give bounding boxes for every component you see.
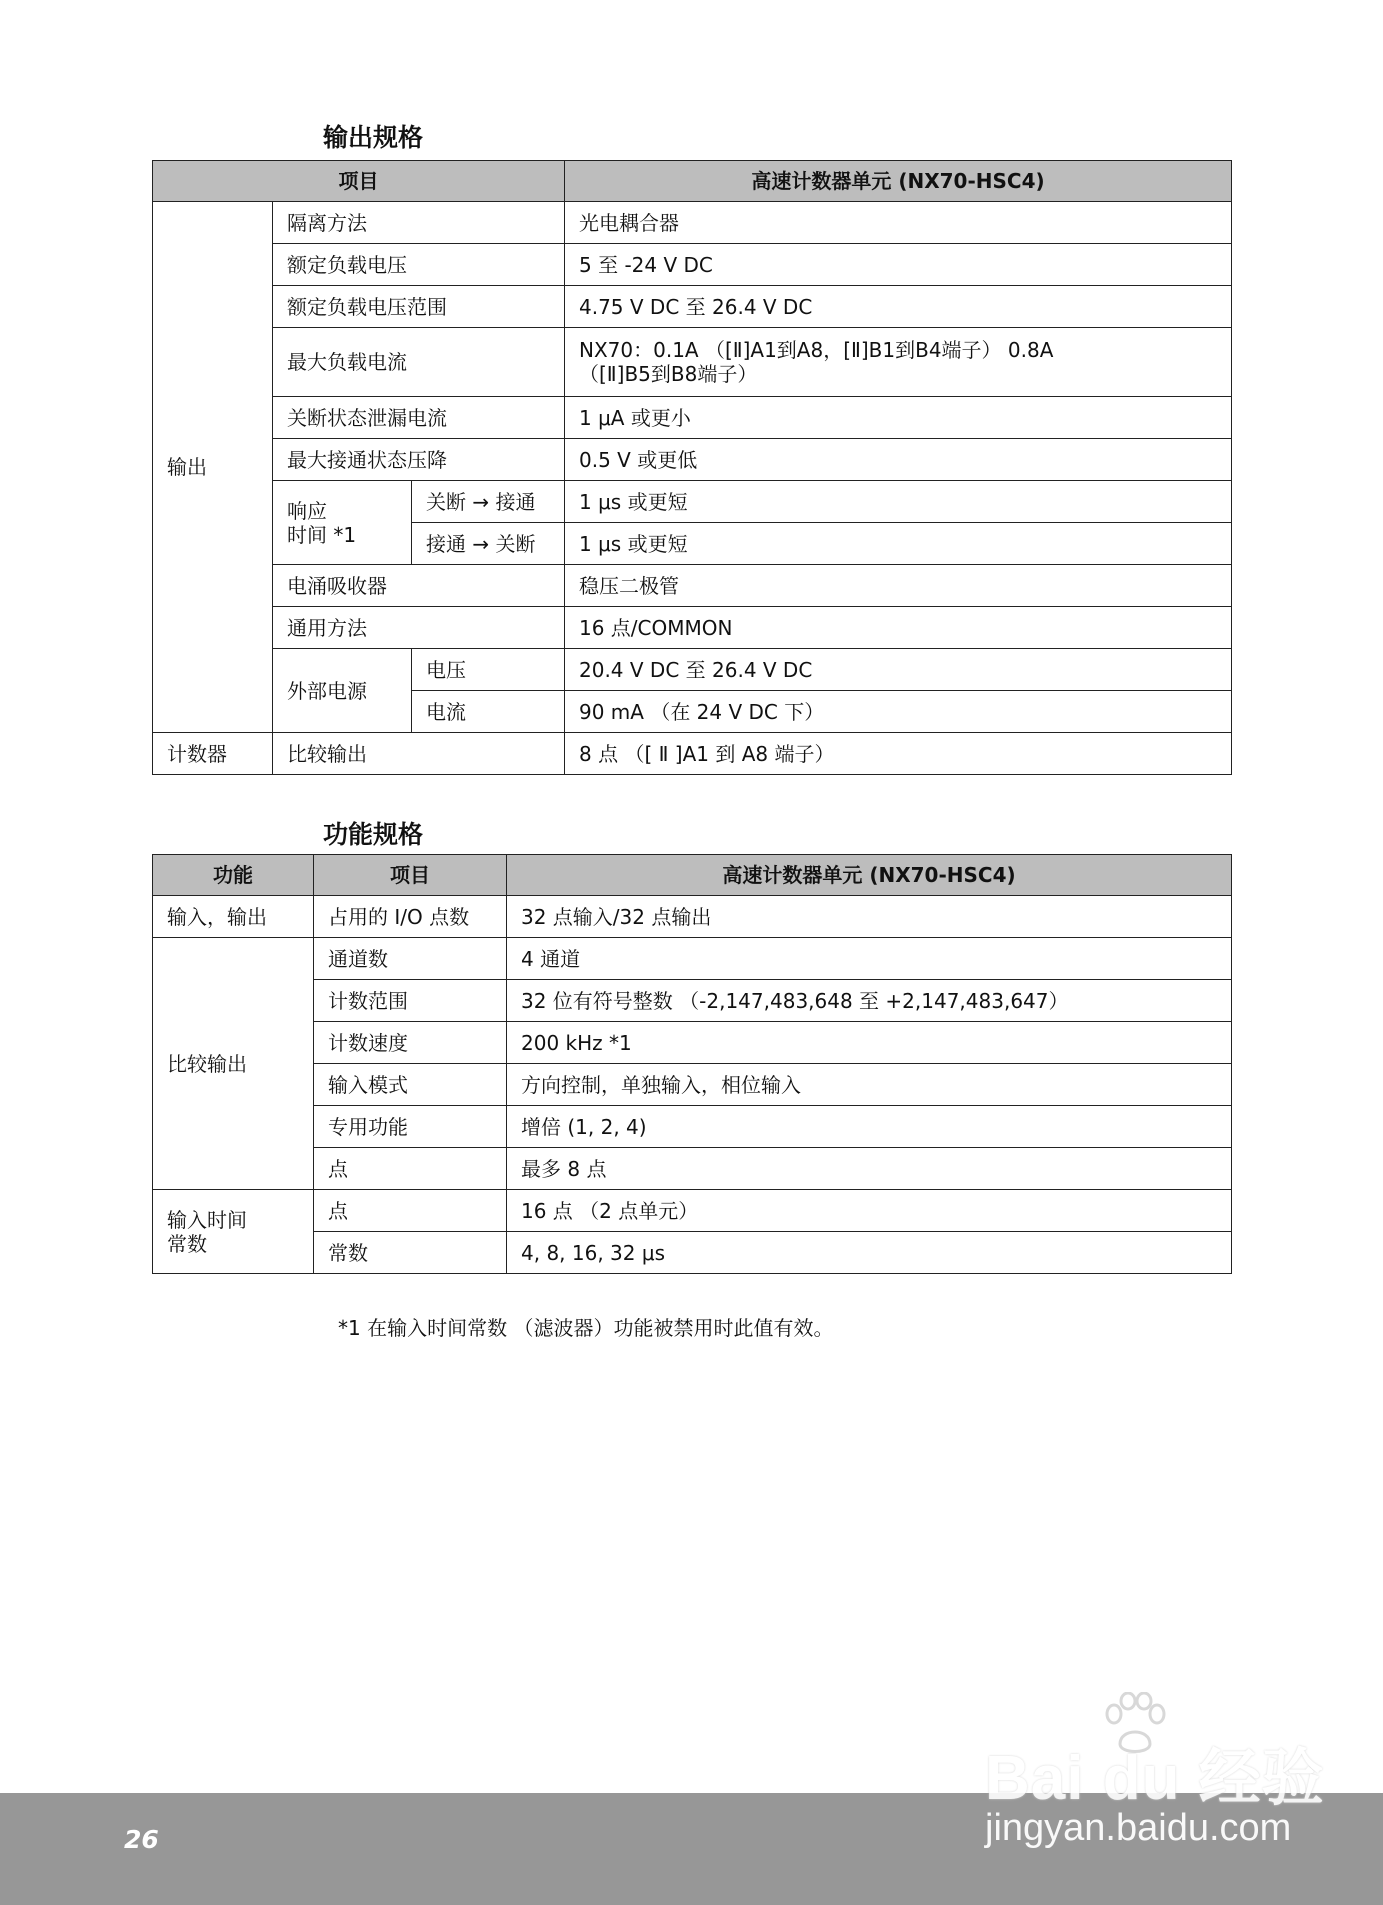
table-row (153, 1022, 1232, 1064)
table-row (153, 1064, 1232, 1106)
watermark-url: jingyan.baidu.com (985, 1807, 1292, 1849)
header-unit: 高速计数器单元 (NX70-HSC4) (507, 855, 1232, 896)
row-value: 方向控制，单独输入，相位输入 (507, 1064, 1232, 1106)
row-value: 5 至 -24 V DC (565, 244, 1232, 286)
row-value: 90 mA （在 24 V DC 下） (565, 691, 1232, 733)
header-function: 功能 (153, 855, 314, 896)
table-row (153, 439, 1232, 481)
function-spec-table (152, 854, 1232, 1274)
row-label: 通道数 (314, 938, 507, 980)
row-label: 比较输出 (273, 733, 565, 775)
header-item: 项目 (153, 161, 565, 202)
watermark-logo: Bai du 经验 (985, 1744, 1325, 1813)
table-row (153, 565, 1232, 607)
row-value: 1 μs 或更短 (565, 481, 1232, 523)
row-value: 16 点/COMMON (565, 607, 1232, 649)
table-row (153, 896, 1232, 938)
row-value: 最多 8 点 (507, 1148, 1232, 1190)
table-row (153, 649, 1232, 691)
sub-label: 电压 (412, 649, 565, 691)
table-row (153, 1148, 1232, 1190)
table-row (153, 397, 1232, 439)
header-unit: 高速计数器单元 (NX70-HSC4) (565, 161, 1232, 202)
row-value: 1 μs 或更短 (565, 523, 1232, 565)
row-label: 点 (314, 1190, 507, 1232)
table-row (153, 980, 1232, 1022)
row-label: 最大负载电流 (273, 328, 565, 397)
footnote: *1 在输入时间常数 （滤波器）功能被禁用时此值有效。 (338, 1316, 834, 1340)
row-value: 32 位有符号整数 （-2,147,483,648 至 +2,147,483,647） (507, 980, 1232, 1022)
header-item: 项目 (314, 855, 507, 896)
sub-label: 电流 (412, 691, 565, 733)
response-label (273, 481, 412, 565)
sub-label: 关断 → 接通 (412, 481, 565, 523)
row-label: 计数范围 (314, 980, 507, 1022)
value-line: NX70：0.1A （[Ⅱ]A1到A8，[Ⅱ]B1到B4端子） 0.8A (579, 338, 1054, 362)
table-row (153, 328, 1232, 397)
row-label: 电涌吸收器 (273, 565, 565, 607)
ext-power-label: 外部电源 (273, 649, 412, 733)
row-value: 20.4 V DC 至 26.4 V DC (565, 649, 1232, 691)
table-row (153, 733, 1232, 775)
table-row (153, 1106, 1232, 1148)
row-label: 专用功能 (314, 1106, 507, 1148)
row-value: 16 点 （2 点单元） (507, 1190, 1232, 1232)
row-value (565, 328, 1232, 397)
row-value: 光电耦合器 (565, 202, 1232, 244)
output-spec-table (152, 160, 1232, 775)
row-value: 32 点输入/32 点输出 (507, 896, 1232, 938)
row-label: 占用的 I/O 点数 (314, 896, 507, 938)
func-cell: 输入，输出 (153, 896, 314, 938)
table-row (153, 1190, 1232, 1232)
func-cell: 比较输出 (153, 938, 314, 1190)
row-label: 计数速度 (314, 1022, 507, 1064)
row-label: 关断状态泄漏电流 (273, 397, 565, 439)
table-row (153, 244, 1232, 286)
group-output: 输出 (153, 202, 273, 733)
func-line: 输入时间 (167, 1207, 247, 1232)
label-line: 响应 (287, 498, 327, 523)
group-counter: 计数器 (153, 733, 273, 775)
row-value: 1 μA 或更小 (565, 397, 1232, 439)
page-number: 26 (124, 1825, 159, 1854)
row-label: 输入模式 (314, 1064, 507, 1106)
row-value: 8 点 （[ Ⅱ ]A1 到 A8 端子） (565, 733, 1232, 775)
row-label: 隔离方法 (273, 202, 565, 244)
row-label: 额定负载电压范围 (273, 286, 565, 328)
row-value: 4.75 V DC 至 26.4 V DC (565, 286, 1232, 328)
func-cell (153, 1190, 314, 1274)
table-row (153, 938, 1232, 980)
row-value: 稳压二极管 (565, 565, 1232, 607)
table-row (153, 1232, 1232, 1274)
function-spec-title: 功能规格 (323, 820, 424, 849)
row-value: 0.5 V 或更低 (565, 439, 1232, 481)
row-label: 点 (314, 1148, 507, 1190)
label-line: 时间 *1 (287, 522, 357, 547)
row-value: 200 kHz *1 (507, 1022, 1232, 1064)
table-row (153, 481, 1232, 523)
row-value: 4, 8, 16, 32 μs (507, 1232, 1232, 1274)
row-label: 最大接通状态压降 (273, 439, 565, 481)
table-header-row (153, 855, 1232, 896)
table-row (153, 202, 1232, 244)
row-value: 4 通道 (507, 938, 1232, 980)
output-spec-title: 输出规格 (323, 123, 424, 152)
table-row (153, 607, 1232, 649)
row-label: 额定负载电压 (273, 244, 565, 286)
row-label: 通用方法 (273, 607, 565, 649)
sub-label: 接通 → 关断 (412, 523, 565, 565)
table-row (153, 286, 1232, 328)
value-line: （[Ⅱ]B5到B8端子） (579, 362, 758, 386)
row-label: 常数 (314, 1232, 507, 1274)
row-value: 增倍 (1, 2, 4) (507, 1106, 1232, 1148)
func-line: 常数 (167, 1231, 207, 1256)
table-header-row (153, 161, 1232, 202)
